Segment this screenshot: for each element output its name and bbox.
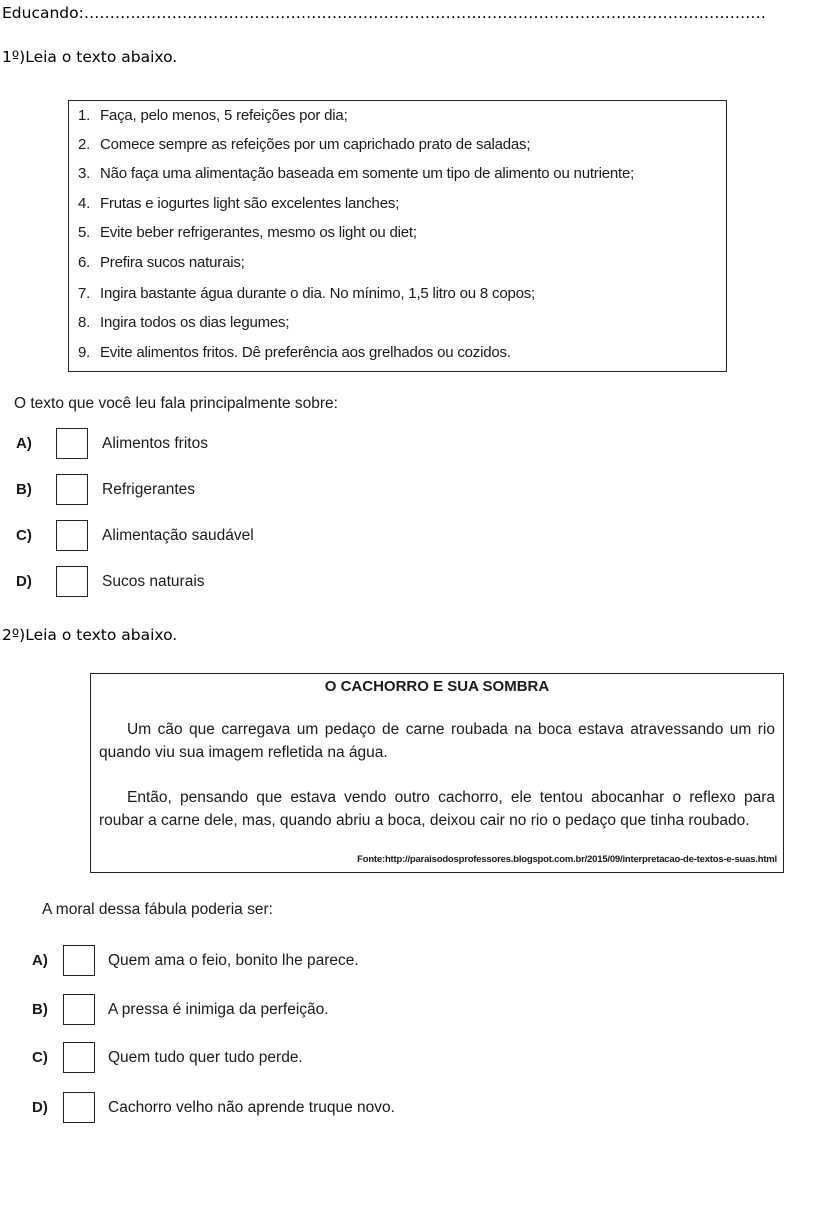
answer-checkbox[interactable] [63,945,95,976]
question-1-stem: O texto que você leu fala principalmente sobre: [14,395,338,412]
option-letter: A) [32,952,48,969]
option-letter: B) [32,1001,48,1018]
question-2-stem: A moral dessa fábula poderia ser: [42,901,273,918]
answer-checkbox[interactable] [63,994,95,1025]
list-item: 5. Evite beber refrigerantes, mesmo os light ou diet; [78,224,417,241]
list-item: 6. Prefira sucos naturais; [78,254,245,271]
option-text: Alimentos fritos [102,435,208,452]
option-letter: A) [16,435,32,452]
list-item: 1. Faça, pelo menos, 5 refeições por dia; [78,107,348,124]
option-c[interactable] [0,1042,480,1074]
student-name-line[interactable] [2,4,766,22]
name-blank-dots: …………………………………………………………………………………………………………………… [83,4,766,22]
option-text: Refrigerantes [102,481,196,498]
option-text: Quem ama o feio, bonito lhe parece. [108,952,359,969]
option-a[interactable] [16,428,316,460]
answer-checkbox[interactable] [56,520,88,551]
list-item: 7. Ingira bastante água durante o dia. No mínimo, 1,5 litro ou 8 copos; [78,285,536,302]
option-text: Quem tudo quer tudo perde. [108,1049,303,1066]
fable-paragraph-1: Um cão que carregava um pedaço de carne roubada na boca estava atravessando um rio quando viu sua imagem refletida na água. [99,721,775,761]
option-b[interactable] [16,474,316,506]
fable-text-box [90,673,784,873]
option-text: Sucos naturais [102,573,205,590]
fable-paragraph-2: Então, pensando que estava vendo outro cachorro, ele tentou abocanhar o reflexo para roubar a carne dele, mas, quando abriu a boca, deixou cair no rio o pedaço que tinha roubado. [99,789,775,829]
answer-checkbox[interactable] [56,428,88,459]
option-b[interactable] [0,994,480,1026]
answer-checkbox[interactable] [63,1092,95,1123]
option-letter: D) [32,1099,48,1116]
answer-checkbox[interactable] [56,474,88,505]
option-text: A pressa é inimiga da perfeição. [108,1001,329,1018]
list-item: 8. Ingira todos os dias legumes; [78,314,290,331]
option-text: Cachorro velho não aprende truque novo. [108,1099,395,1116]
question-1-title: 1º)Leia o texto abaixo. [2,48,178,66]
student-label: Educando: [2,4,84,22]
list-item: 4. Frutas e iogurtes light são excelentes lanches; [78,195,400,212]
option-letter: C) [16,527,32,544]
list-item: 2. Comece sempre as refeições por um caprichado prato de saladas; [78,136,531,153]
fable-title: O CACHORRO E SUA SOMBRA [324,678,550,695]
option-c[interactable] [16,520,316,552]
option-d[interactable] [16,566,316,598]
option-a[interactable] [0,945,480,977]
answer-checkbox[interactable] [63,1042,95,1073]
option-d[interactable] [0,1092,480,1124]
option-letter: D) [16,573,32,590]
tips-text-box [68,100,727,372]
list-item: 9. Evite alimentos fritos. Dê preferência aos grelhados ou cozidos. [78,344,511,361]
answer-checkbox[interactable] [56,566,88,597]
source-citation: Fonte:http://paraisodosprofessores.blogspot.com.br/2015/09/interpretacao-de-textos-e-suas.html [357,854,777,865]
question-2-title: 2º)Leia o texto abaixo. [2,626,178,644]
option-text: Alimentação saudável [102,527,254,544]
option-letter: B) [16,481,32,498]
list-item: 3. Não faça uma alimentação baseada em somente um tipo de alimento ou nutriente; [78,165,635,182]
option-letter: C) [32,1049,48,1066]
